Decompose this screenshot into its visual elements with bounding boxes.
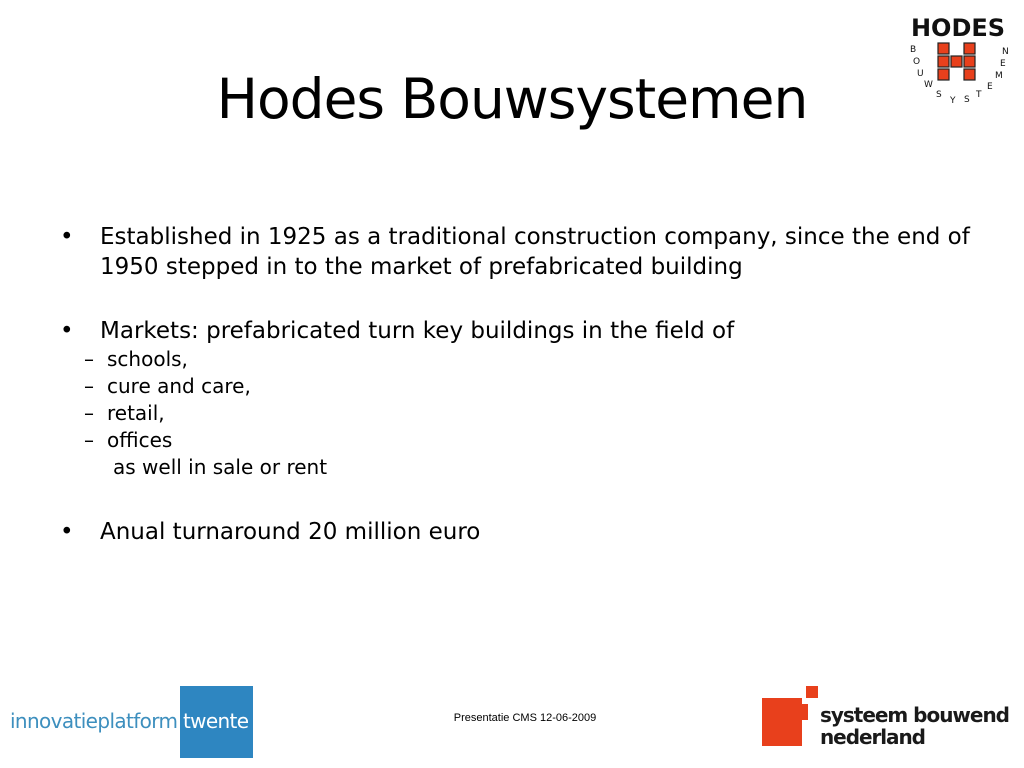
bullet-text: Anual turnaround 20 million euro: [100, 519, 481, 545]
bullet-marker: •: [60, 519, 74, 545]
bullet-item: [60, 517, 980, 547]
innovatieplatform-twente-logo: [8, 686, 253, 758]
bullet-marker: •: [60, 318, 74, 344]
hodes-logo-name: HODES: [910, 14, 1006, 42]
sub-marker: –: [84, 374, 94, 398]
sub-text: retail,: [107, 401, 165, 425]
sub-item: [60, 427, 980, 454]
sub-text: offices: [107, 428, 173, 452]
footer-text: Presentatie CMS 12-06-2009: [453, 712, 597, 724]
sub-marker: –: [84, 401, 94, 425]
systeembouw-logo-line2: nederland: [820, 725, 926, 749]
slide-body: [60, 222, 980, 547]
systeembouw-logo-line1: systeem bouwend: [820, 703, 1010, 727]
sub-item: [60, 400, 980, 427]
bullet-text: Established in 1925 as a traditional construction company, since the end of 1950 stepped in to the market of prefabricated building: [100, 224, 970, 280]
hodes-logo-ring-text: B O U WSY S TE MEN: [910, 45, 1009, 106]
hodes-h-mark: [938, 43, 975, 80]
sub-text: cure and care,: [107, 374, 251, 398]
sub-item: [60, 373, 980, 400]
bullet-text: Markets: prefabricated turn key buildings in the field of: [100, 318, 735, 344]
sub-marker: –: [84, 428, 94, 452]
systeembouw-nederland-logo: [760, 684, 1016, 750]
slide-title: Hodes Bouwsystemen: [216, 67, 808, 131]
sub-text: schools,: [107, 347, 188, 371]
innovatie-logo-part2: twente: [183, 709, 249, 733]
innovatie-logo-part1: innovatieplatform: [10, 709, 178, 733]
bullet-marker: •: [60, 224, 74, 250]
sub-marker: –: [84, 347, 94, 371]
bullet-item: [60, 222, 980, 282]
bullet-item: [60, 316, 980, 346]
hodes-logo: [896, 14, 1020, 118]
sub-note: as well in sale or rent: [113, 455, 328, 479]
sub-item: [60, 346, 980, 373]
